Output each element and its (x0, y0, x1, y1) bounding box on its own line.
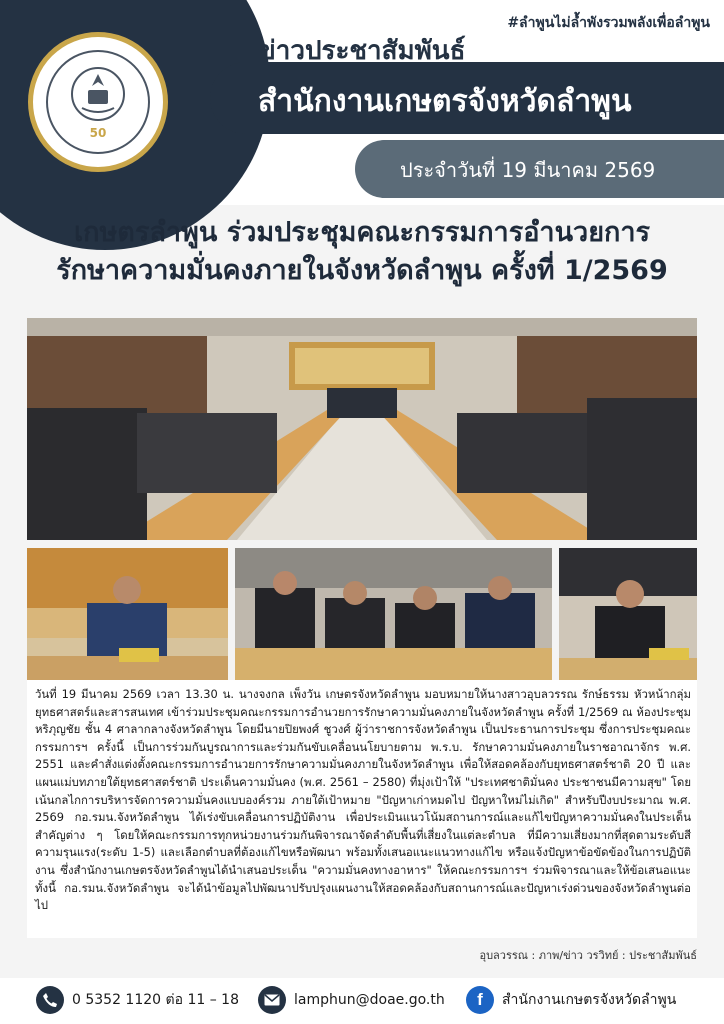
contact-facebook[interactable] (466, 986, 676, 1014)
chairperson-photo (27, 548, 228, 680)
news-body-text: วันที่ 19 มีนาคม 2569 เวลา 13.30 น. นางจงกล เพ็งวัน เกษตรจังหวัดลำพูน มอบหมายให้นางสาวอุบลวรรณ รักษ์ธรรม หัวหน้ากลุ่มยุทธศาสตร์และสารสนเทศ เข้าร่วมประชุมคณะกรรมการอำนวยการรักษาความมั่นคงภายในจังหวัดลำพูน ครั้งที่ 1/2569 ณ ห้องประชุมหริภุญชัย ชั้น 4 ศาลากลางจังหวัดลำพูน โดยมีนายปิยพงศ์ ชูวงศ์ ผู้ว่าราชการจังหวัดลำพูน เป็นประธานการประชุม ซึ่งการประชุมคณะกรรมการฯ ครั้งนี้ เป็นการร่วมกันบูรณาการและร่วมกันขับเคลื่อนนโยบายตาม พ.ร.บ. รักษาความมั่นคงภายในราชอาณาจักร พ.ศ. 2551 และคำสั่งแต่งตั้งคณะกรรมการอำนวยการรักษาความมั่นคงภายในจังหวัดลำพูน เพื่อให้สอดคล้องกับยุทธศาสตร์ชาติ 20 ปี และแผนแม่บทภายใต้ยุทธศาสตร์ชาติ ประเด็นความมั่นคง (พ.ศ. 2561 – 2580) ที่มุ่งเป้าให้ "ประเทศชาติมั่นคง ประชาชนมีความสุข" โดยเน้นกลไกการบริหารจัดการความมั่นคงแบบองค์รวม ภายใต้เป้าหมาย "ปัญหาเก่าหมดไป ปัญหาใหม่ไม่เกิด" สำหรับปีงบประมาณ พ.ศ. 2569 กอ.รมน.จังหวัดลำพูน ได้เร่งขับเคลื่อนการปฏิบัติงาน เพื่อประเมินแนวโน้มสถานการณ์และแก้ไขปัญหาความมั่นคงในประเด็นสำคัญต่าง ๆ โดยให้คณะกรรมการทุกหน่วยงานร่วมกันพิจารณาจัดลำดับพื้นที่เสี่ยงในแต่ละตำบล ที่มีความเสี่ยงมากที่สุดตามระดับสีความรุนแรง(ระดับ 1-5) และเลือกตำบลที่ต้องแก้ไขหรือพัฒนา พร้อมทั้งเสนอแนะแนวทางแก้ไข หรือแจ้งปัญหาข้อขัดข้องในการปฏิบัติงาน ซึ่งสำนักงานเกษตรจังหวัดลำพูนได้นำเสนอประเด็น "ความมั่นคงทางอาหาร" ให้คณะกรรมการฯ ร่วมพิจารณาและให้ข้อเสนอแนะ ทั้งนี้ กอ.รมน.จังหวัดลำพูน จะได้นำข้อมูลไปพัฒนาปรับปรุงแผนงานให้สอดคล้องกับสถานการณ์และปัญหาเร่งด่วนของจังหวัดลำพูนต่อไป (35, 687, 691, 913)
emblem-icon (68, 64, 128, 124)
publication-date: ประจำวันที่ 19 มีนาคม 2569 (400, 158, 656, 182)
department-logo (28, 32, 168, 172)
news-body (27, 680, 697, 938)
contact-email[interactable] (258, 986, 445, 1014)
facebook-page-name: สำนักงานเกษตรจังหวัดลำพูน (502, 992, 677, 1008)
office-title: สำนักงานเกษตรจังหวัดลำพูน (258, 84, 632, 119)
campaign-hashtag: #ลำพูนไม่ล้ำพังรวมพลังเพื่อลำพูน (507, 15, 710, 31)
logo-emblem (46, 50, 150, 154)
phone-icon (36, 986, 64, 1014)
logo-anniversary-number: 50 (89, 126, 107, 140)
agriculture-officer-photo (559, 548, 697, 680)
email-address: lamphun@doae.go.th (294, 992, 445, 1008)
headline (0, 214, 724, 290)
phone-number: 0 5352 1120 ต่อ 11 – 18 (72, 992, 239, 1008)
contact-phone[interactable] (36, 986, 239, 1014)
contact-footer (0, 978, 724, 1024)
committee-members-photo (235, 548, 552, 680)
photo-news-credit: อุบลวรรณ : ภาพ/ข่าว วรวิทย์ : ประชาสัมพันธ์ (479, 949, 697, 962)
headline-line-1: เกษตรลำพูน ร่วมประชุมคณะกรรมการอำนวยการ (73, 217, 651, 248)
headline-line-2: รักษาความมั่นคงภายในจังหวัดลำพูน ครั้งที่ 1/2569 (56, 255, 668, 286)
email-icon (258, 986, 286, 1014)
news-label: ข่าวประชาสัมพันธ์ (258, 36, 466, 66)
meeting-room-photo (27, 318, 697, 540)
facebook-icon: f (466, 986, 494, 1014)
